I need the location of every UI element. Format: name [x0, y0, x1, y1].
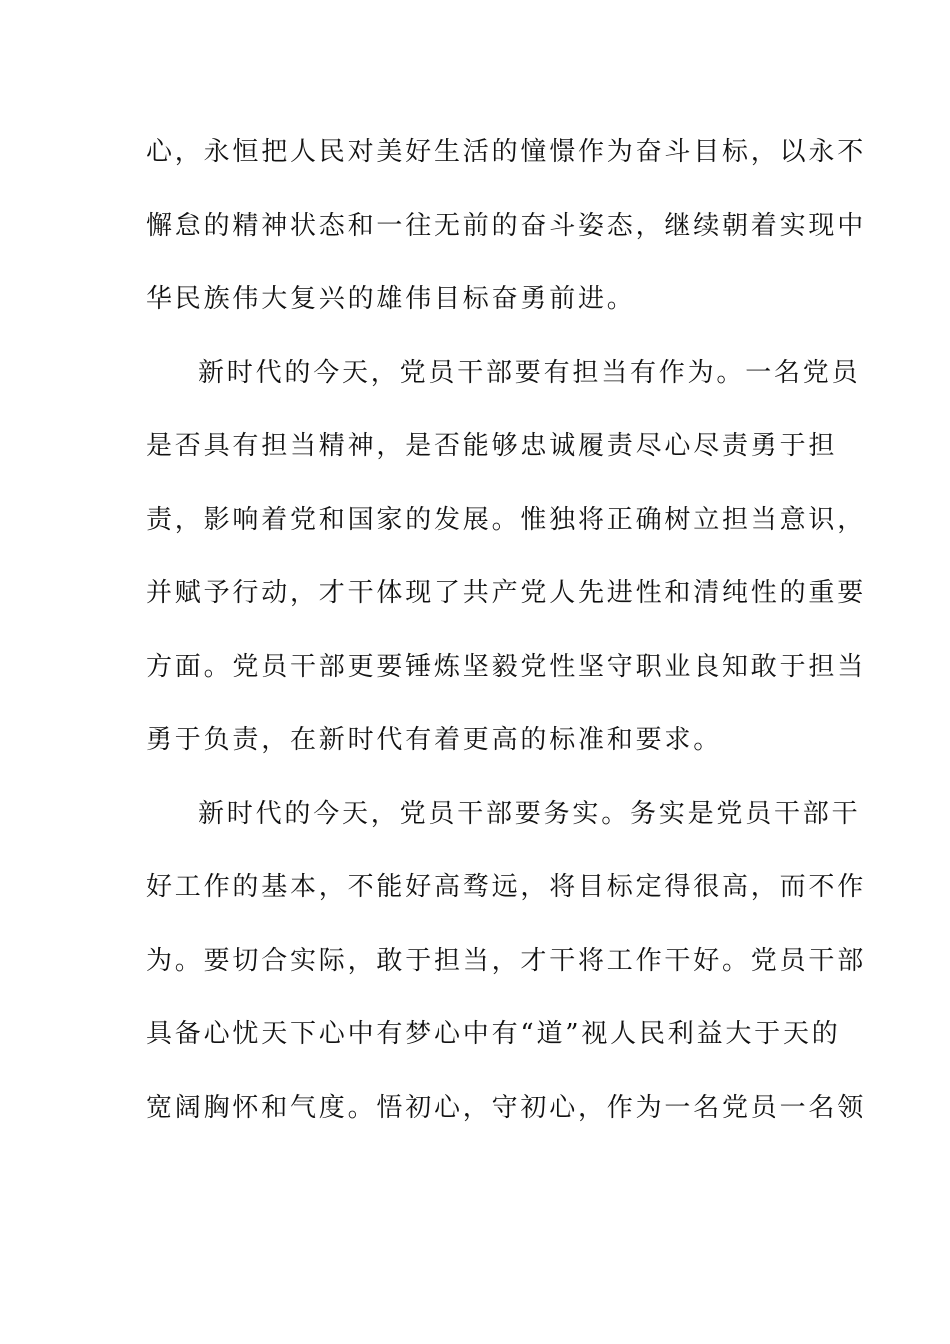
text-line: 华民族伟大复兴的雄伟目标奋勇前进。: [146, 284, 636, 314]
text-line: 为。要切合实际，敢于担当，才干将工作干好。党员干部: [146, 945, 867, 976]
text-line: 懈怠的精神状态和一往无前的奋斗姿态，继续朝着实现中: [146, 210, 867, 241]
paragraph-start-line: 新时代的今天，党员干部要有担当有作为。一名党员: [198, 357, 861, 388]
text-line: 心，永恒把人民对美好生活的憧憬作为奋斗目标，以永不: [146, 137, 867, 167]
text-line: 是否具有担当精神，是否能够忠诚履责尽心尽责勇于担: [146, 431, 838, 461]
text-line: 具备心忧天下心中有梦心中有“道”视人民利益大于天的: [146, 1019, 841, 1049]
text-line: 勇于负责，在新时代有着更高的标准和要求。: [146, 725, 723, 755]
text-line: 责，影响着党和国家的发展。惟独将正确树立担当意识，: [146, 504, 867, 535]
text-line: 并赋予行动，才干体现了共产党人先进性和清纯性的重要: [146, 578, 867, 608]
text-line: 好工作的基本，不能好高骛远，将目标定得很高，而不作: [146, 872, 867, 902]
text-line: 方面。党员干部更要锤炼坚毅党性坚守职业良知敢于担当: [146, 651, 867, 682]
text-line: 宽阔胸怀和气度。悟初心，守初心，作为一名党员一名领: [146, 1092, 867, 1123]
paragraph-start-line: 新时代的今天，党员干部要务实。务实是党员干部干: [198, 798, 861, 829]
document-body: [146, 116, 867, 1145]
